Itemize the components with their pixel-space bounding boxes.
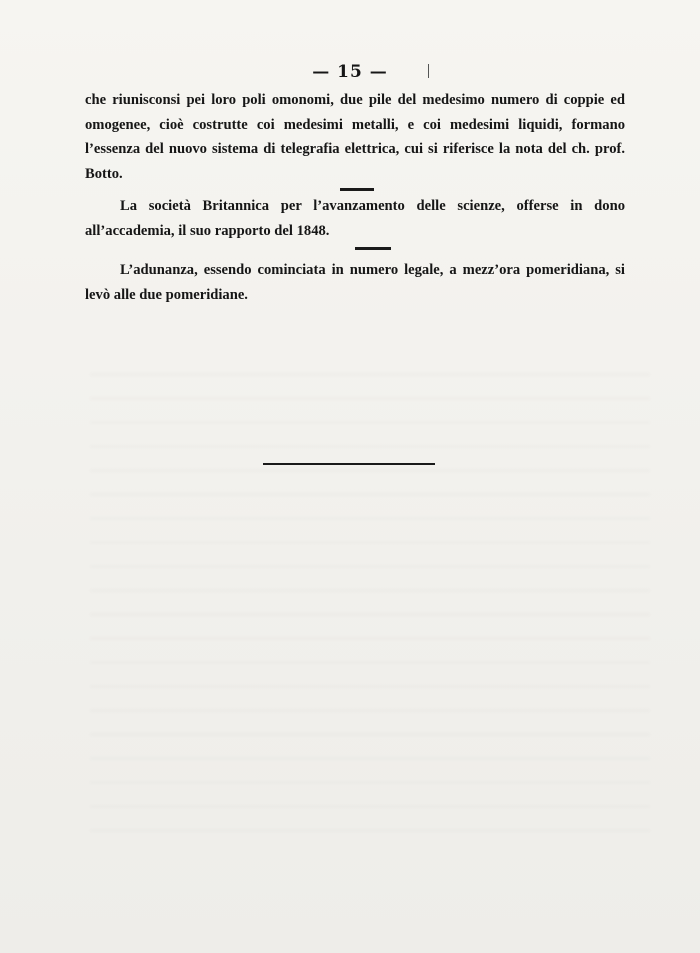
paragraph-meeting-close: L’adunanza, essendo cominciata in numero legale, a mezz’ora pomeridiana, si levò alle due pomeridiane. [85, 262, 625, 303]
bleed-through-shadow [90, 360, 650, 840]
section-rule [355, 247, 391, 250]
end-rule [263, 463, 435, 465]
paragraph-british-society: La società Britannica per l’avanzamento delle scienze, offerse in dono all’accademia, il suo rapporto del 1848. [85, 198, 625, 239]
page-number: — 15 — [312, 62, 388, 82]
section-rule [340, 188, 374, 191]
paragraph-telegraph: che riunisconsi pei loro poli omonomi, due pile del medesimo numero di coppie ed omogenee, cioè costrutte coi medesimi metalli, e coi medesimi liquidi, formano l’essenza del nuovo sistema di telegrafia elettrica, cui si riferisce la nota del ch. prof. Botto. [85, 92, 625, 182]
